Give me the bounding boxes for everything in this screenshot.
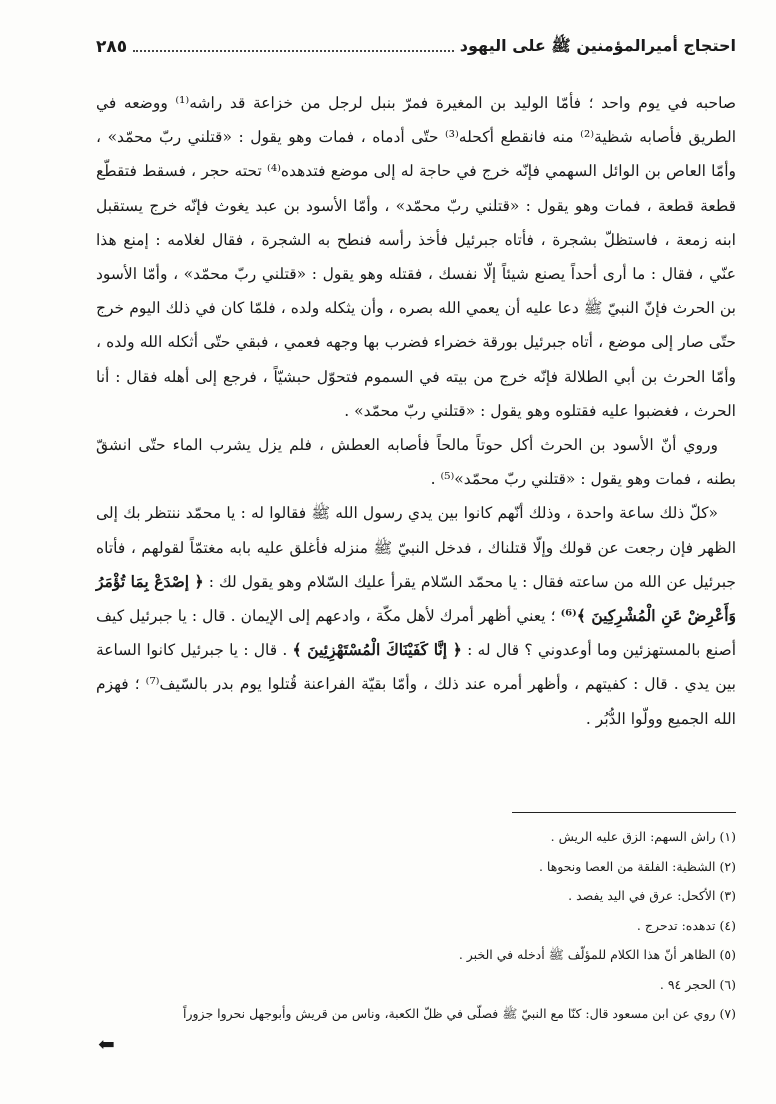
page-number: ٢٨٥ — [96, 37, 128, 57]
paragraph-text: . قال : يا جبرئيل كانوا الساعة بين يدي . قال : كفيتهم ، وأظهر أمره عند ذلك ، وأمّا بقيّة الفراعنة قُتلوا يوم بدر بالسّيف⁽⁷⁾ ؛ فهزم الله الجميع وولّوا الدُّبُر . — [96, 641, 736, 728]
paragraph: وروي أنّ الأسود بن الحرث أكل حوتاً مالحاً فأصابه العطش ، فلم يزل يشرب الماء حتّى انشقّ بطنه ، فمات وهو يقول : «قتلني ربّ محمّد»⁽⁵⁾ . — [96, 436, 736, 489]
footnotes — [96, 822, 736, 1029]
quran-quote: ﴿ إنَّا كَفَيْنَاكَ الْمُسْتَهْزِئِينَ ﴾ — [292, 640, 462, 660]
footnote: (٢) الشظية: الفلقة من العصا ونحوها . — [538, 858, 736, 874]
paragraph-text: «كلّ ذلك ساعة واحدة ، وذلك أنّهم كانوا بين يدي رسول الله ﷺ فقالوا له : يا محمّد ننتظر بك إلى الظهر فإن رجعت عن قولك وإلّا قتلناك ، فدخل النبيّ ﷺ منزله فأغلق عليه بابه مغتمّاً لقولهم ، فأتاه جبرئيل عن الله من ساعته فقال : يا محمّد السّلام يقرأ عليك السّلام وهو يقول لك : — [96, 504, 736, 591]
footnote: (٦) الحجر ٩٤ . — [659, 976, 736, 992]
footnote: (٥) الظاهر أنّ هذا الكلام للمؤلّف ﷺ أدخله في الخبر . — [458, 947, 736, 962]
footnote: (٧) روي عن ابن مسعود قال: كنّا مع النبيّ ﷺ فصلّى في ظلّ الكعبة، وناس من قريش وأبوجهل نحروا جزوراً — [183, 1006, 736, 1021]
running-header — [96, 32, 736, 62]
footnote: (٤) تدهده: تدحرج . — [636, 917, 736, 933]
footnote: (٣) الأكحل: عرق في اليد يفصد . — [568, 888, 736, 903]
footnote-separator — [512, 812, 736, 813]
paragraph — [96, 496, 736, 735]
paragraph: صاحبه في يوم واحد ؛ فأمّا الوليد بن المغيرة فمرّ بنبل لرجل من خزاعة قد راشه⁽¹⁾ ووضعه في الطريق فأصابه شظية⁽²⁾ منه فانقطع أكحله⁽³⁾ حتّى أدماه ، فمات وهو يقول : «قتلني ربّ محمّد» ، وأمّا العاص بن الوائل السهمي فإنّه خرج في حاجة له إلى موضع فتدهده⁽⁴⁾ تحته حجر ، فسقط فتقطّع قطعة قطعة ، فمات وهو يقول : «قتلني ربّ محمّد» ، وأمّا الأسود بن عبد يغوث فإنّه خرج يستقبل ابنه زمعة ، فاستظلّ بشجرة ، فأتاه جبرئيل فأخذ رأسه فنطح به الشجرة ، فقال لغلامه : إمنع هذا عنّي ، فقال : ما أرى أحداً يصنع شيئاً إلّا نفسك ، فقتله وهو يقول : «قتلني ربّ محمّد» ، وأمّا الأسود بن الحرث فإنّ النبيّ ﷺ دعا عليه أن يعمي الله بصره ، وأن يثكله ولده ، فلمّا كان في ذلك اليوم خرج حتّى صار إلى موضع ، أتاه جبرئيل بورقة خضراء فضرب بها وجهه فعمي ، فبقي حتّى أثكله الله ولده ، وأمّا الحرث بن أبي الطلالة فإنّه خرج من بيته في السموم فتحوّل حبشيّاً ، فرجع إلى أهله فقال : أنا الحرث ، فغضبوا عليه فقتلوه وهو يقول : «قتلني ربّ محمّد» . — [96, 94, 736, 420]
main-text — [96, 86, 736, 736]
header-title: احتجاج أميرالمؤمنين ﷺ على اليهود — [459, 35, 736, 55]
continuation-arrow-icon: ⬅ — [98, 1032, 115, 1056]
paragraph-text: ؛ يعني أظهر أمرك لأهل مكّة ، وادعهم إلى الإيمان . قال : يا جبرئيل كيف أصنع بالمستهزئين وما أوعدوني ؟ قال له : — [96, 607, 736, 660]
dotted-leader — [133, 50, 454, 52]
footnote: (١) راش السهم: الزق عليه الريش . — [550, 829, 736, 844]
quran-quote: ﴿ إصْدَعْ بِمَا تُؤْمَرُ وَأَعْرِضْ عَنِ الْمُشْرِكِينَ ﴾⁽⁶⁾ — [96, 571, 736, 626]
